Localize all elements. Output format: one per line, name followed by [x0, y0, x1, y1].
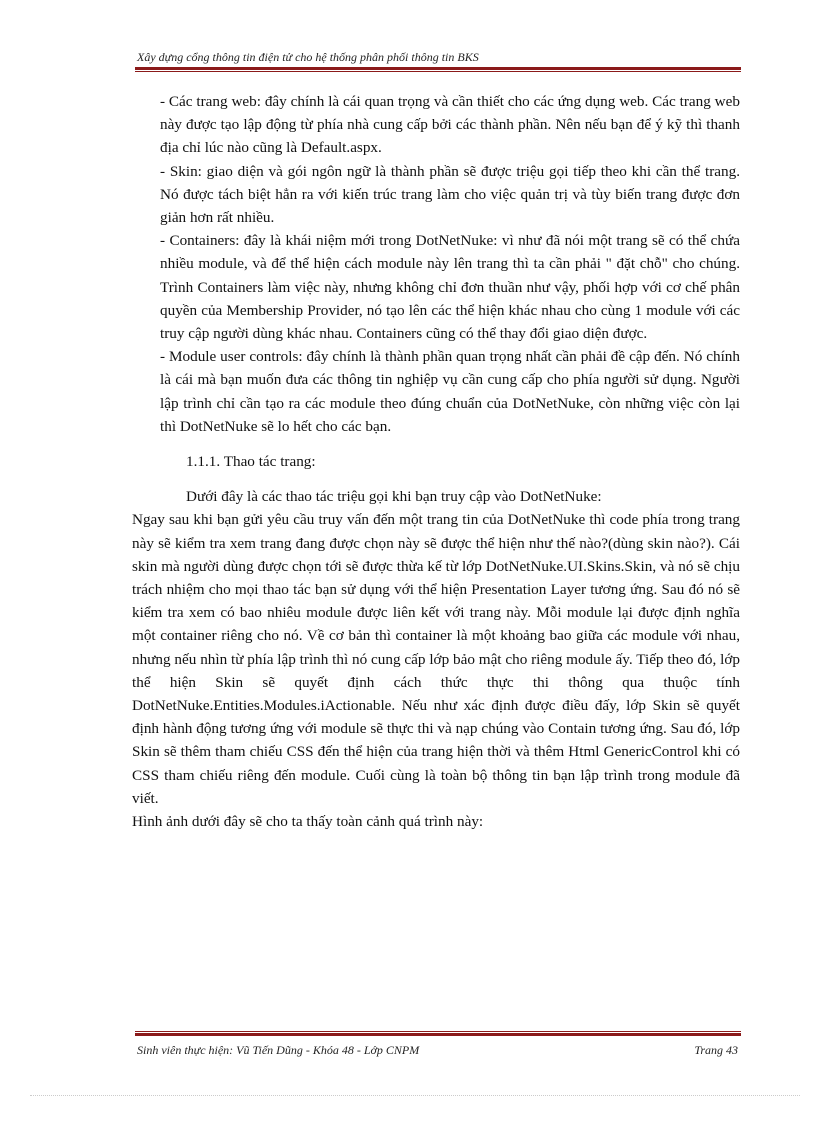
- section-heading: 1.1.1. Thao tác trang:: [186, 453, 316, 471]
- page-header: Xây dựng cổng thông tin điện tử cho hệ thống phân phối thông tin BKS: [137, 50, 479, 64]
- intro-paragraph: Dưới đây là các thao tác triệu gọi khi bạn truy cập vào DotNetNuke:: [186, 488, 602, 506]
- closing-paragraph: Hình ảnh dưới đây sẽ cho ta thấy toàn cảnh quá trình này:: [132, 813, 484, 831]
- paragraph-containers: - Containers: đây là khái niệm mới trong DotNetNuke: vì như đã nói một trang sẽ có thể chứa nhiều module, và để thể hiện cách module này lên trang thì ta cần phải " đặt chỗ" cho chúng. Trình Containers làm việc này, nhưng không chỉ đơn thuần như vậy, phối hợp với cơ chế phân quyền của Membership Provider, nó tạo lên các thể hiện khác nhau cho cùng 1 module với các truy cập người dùng khác nhau. Containers cũng có thể thay đổi giao diện được.: [160, 232, 740, 343]
- header-rule-thin: [135, 71, 741, 72]
- page-boundary-line: [30, 1095, 800, 1096]
- main-paragraph: Ngay sau khi bạn gửi yêu cầu truy vấn đến một trang tin của DotNetNuke thì code phía trong trang này sẽ kiểm tra xem trang đang được chọn này sẽ được thể hiện như thế nào?(dùng skin nào?). Cái skin mà người dùng được chọn tới sẽ được thừa kế từ lớp DotNetNuke.UI.Skins.Skin, và nó sẽ chịu trách nhiệm cho mọi thao tác bạn sử dụng với thể hiện Presentation Layer tương ứng. Sau đó nó sẽ kiểm tra xem có bao nhiêu module được liên kết với trang này. Mỗi module lại được định nghĩa một container riêng cho nó. Về cơ bản thì container là một khoảng bao giữa các module với nhau, nhưng nếu nhìn từ phía lập trình thì nó cung cấp lớp bảo mật cho riêng module ấy. Tiếp theo đó, lớp thể hiện Skin sẽ quyết định cách thức thực thi thông qua thuộc tính DotNetNuke.Entities.Modules.iActionable. Nếu như xác định được điều đấy, lớp Skin sẽ quyết định hành động tương ứng với module sẽ thực thi và nạp chúng vào Contain tương ứng. Sau đó, lớp Skin sẽ thêm tham chiếu CSS đến thể hiện của trang hiện thời và thêm Html GenericControl khi có CSS tham chiếu riêng đến module. Cuối cùng là toàn bộ thông tin bạn lập trình trong module đã viết.: [132, 511, 740, 807]
- paragraph-module-controls: - Module user controls: đây chính là thành phần quan trọng nhất cần phải đề cập đến. Nó chính là cái mà bạn muốn đưa các thông tin nghiệp vụ cần cung cấp cho phía người sử dụng. Người lập trình chỉ cần tạo ra các module theo đúng chuẩn của DotNetNuke, còn những việc còn lại thì DotNetNuke sẽ lo hết cho các bạn.: [160, 348, 740, 435]
- footer-rule-thin: [135, 1031, 741, 1032]
- paragraph-skin: - Skin: giao diện và gói ngôn ngữ là thành phần sẽ được triệu gọi tiếp theo khi cần thể trang. Nó được tách biệt hẳn ra với kiến trúc trang làm cho việc quản trị và tùy biến trang được đơn giản hơn rất nhiều.: [160, 162, 740, 227]
- footer-author: Sinh viên thực hiện: Vũ Tiến Dũng - Khóa 48 - Lớp CNPM: [137, 1043, 420, 1057]
- page-number: Trang 43: [694, 1043, 738, 1057]
- document-body: [132, 90, 740, 833]
- paragraph-web-pages: - Các trang web: đây chính là cái quan trọng và cần thiết cho các ứng dụng web. Các trang web này được tạo lập động từ phía nhà cung cấp bởi các thành phần. Nên nếu bạn để ý kỹ thì thanh địa chỉ lúc nào cũng là Default.aspx.: [160, 93, 740, 157]
- header-rule-thick: [135, 67, 741, 70]
- footer-rule-thick: [135, 1033, 741, 1036]
